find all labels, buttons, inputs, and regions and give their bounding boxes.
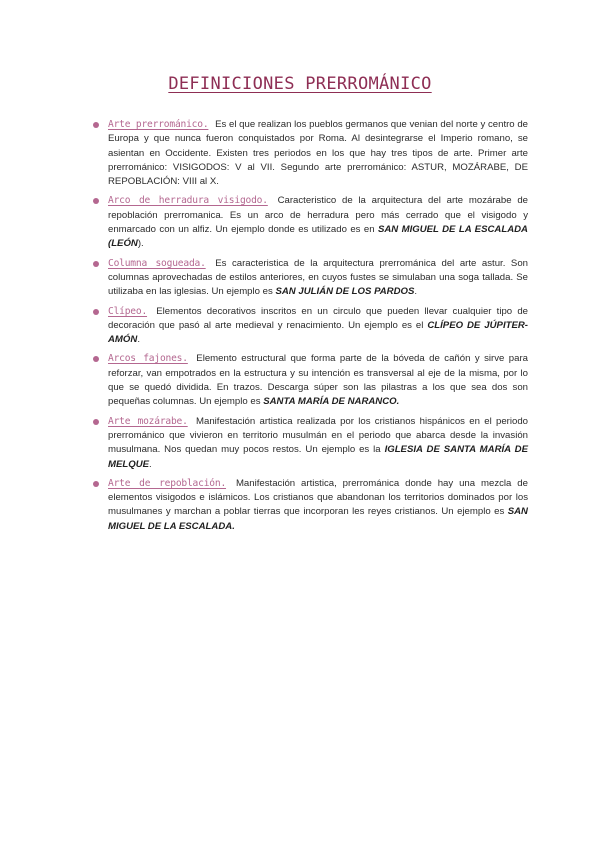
page-title: DEFINICIONES PRERROMÁNICO — [168, 74, 432, 94]
definition-tail: . — [149, 458, 152, 470]
definition-tail: . — [137, 334, 140, 346]
definition-item — [92, 477, 528, 534]
definition-tail: ). — [137, 238, 144, 250]
definition-example: SAN MIGUEL DE LA ESCALADA (LEÓN — [108, 224, 528, 250]
bullet-icon — [93, 122, 99, 128]
definition-item — [92, 194, 528, 251]
bullet-icon — [93, 356, 99, 362]
definition-term: Columna sogueada. — [108, 257, 206, 269]
definition-example: SAN MIGUEL DE LA ESCALADA. — [108, 506, 528, 532]
bullet-icon — [93, 261, 99, 267]
definition-term: Arcos fajones. — [108, 353, 188, 365]
definition-text: Es el que realizan los pueblos germanos que venian del norte y centro de Europa y que nunca fueron conquistados por Roma. Al desintegrarse el Imperio romano, se asientan en Occidente. Existen tres periodos en los que hay tres tipos de arte. Primer arte prerrománico: VISIGODOS: V al VII. Segundo arte prerrománico: ASTUR, MOZÁRABE, DE REPOBLACIÓN: VIII al X. — [108, 119, 529, 188]
definition-item — [92, 118, 528, 189]
definition-item — [92, 352, 528, 409]
definition-text: Elementos decorativos inscritos en un circulo que pueden llevar cualquier tipo de decoración que pasó al arte medieval y renacimiento. Un ejemplo es el — [108, 305, 528, 331]
definition-text: Manifestación artistica, prerrománica donde hay una mezcla de elementos visigodos e islámicos. Los cristianos que abandonan los territorios dominados por los musulmanes y marchan a poblar tierras que incorporan les reyes cristianos. Un ejemplo es — [108, 477, 528, 518]
definition-text: Caracteristico de la arquitectura del arte mozárabe de repoblación prerromanica. Es un arco de herradura pero más cerrado que el visigodo y enmarcado con un alfiz. Un ejemplo donde es utilizado es en — [108, 195, 528, 236]
definition-item — [92, 415, 528, 472]
bullet-icon — [93, 481, 99, 487]
definition-item — [92, 257, 528, 300]
definition-item — [92, 305, 528, 348]
definitions-list — [92, 118, 528, 539]
definition-term: Arco de herradura visigodo. — [108, 195, 268, 207]
definition-example: SANTA MARÍA DE NARANCO. — [263, 396, 400, 408]
definition-text: Elemento estructural que forma parte de la bóveda de cañón y sirve para reforzar, van empotrados en la estructura y su intención es transversal al eje de la misma, por lo que se quedó dividida. En trazos. Descarga súper son las pilastras a los que sea dos son pequeñas columnas. Un ejemplo es — [108, 353, 528, 408]
definition-example: SAN JULIÁN DE LOS PARDOS — [275, 286, 415, 298]
bullet-icon — [93, 198, 99, 204]
definition-tail: . — [414, 286, 418, 298]
definition-term: Arte prerrománico. — [108, 119, 209, 130]
definition-example: CLÍPEO DE JÚPITER-AMÓN — [108, 319, 528, 346]
definition-text: Es caracteristica de la arquitectura prerrománica del arte astur. Son columnas aprovechadas de estilos anteriores, en cuyos fustes se simulaban una soga tallada. Se utilizaba en las iglesias. Un ejemplo es — [108, 257, 528, 298]
definition-term: Clípeo. — [108, 305, 148, 317]
definition-text: Manifestación artistica realizada por los cristianos hispánicos en el periodo prerrománico que vivieron en territorio musulmán en el periodo que abarca desde la invasión musulmana. Nos quedan muy pocos restos. Un ejemplo es la — [108, 415, 528, 456]
definition-term: Arte mozárabe. — [108, 415, 188, 427]
definition-example: IGLESIA DE SANTA MARÍA DE MELQUE — [108, 444, 528, 470]
bullet-icon — [93, 309, 99, 315]
definition-term: Arte de repoblación. — [108, 477, 227, 489]
bullet-icon — [93, 419, 99, 425]
